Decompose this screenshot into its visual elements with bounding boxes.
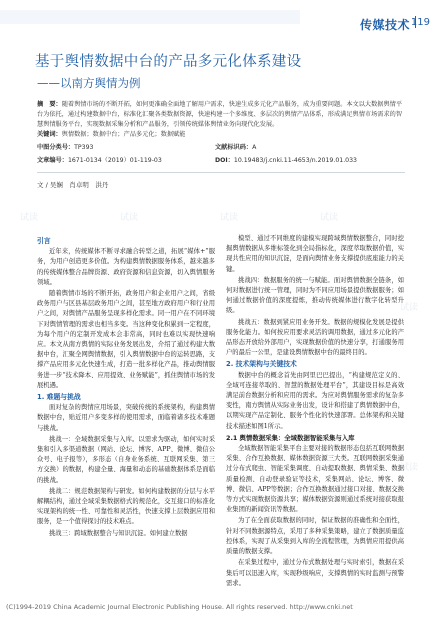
watermark: 试读 xyxy=(120,213,139,223)
clc-row xyxy=(37,142,93,151)
body-paragraph: 挑战二：规范数据架构与研发。如何构建数据的分层与水平解耦结构，通过全域采集数据格式的规范化，交互接口的标准化实现架构的统一性、可靠性和灵活性，快速支撑上层数据应用和服务，是一个值得探讨的技术难点。 xyxy=(37,487,215,526)
keywords-label: 关键词： xyxy=(37,131,62,138)
body-paragraph: 随着舆情市场的不断开拓，政务用户和企业用户之间，省级政务用户与区县基层政务用户之间，甚至地方政府用户和行业用户之间，对舆情产品服务呈现多样化需求。同一用户在不同环境下对舆情管理的需求也相当多变。当这种变化积累到一定程度，为每个用户的定制开发成本会非常高，同时也难以实现快速响应。本文从南方舆情的实际业务发展出发，介绍了通过构建大数据中台，汇聚全网舆情数据，引入舆情数据中台的运转思路，支撑产品应用多元化快速生成，打造一批多样化产品，推动舆情服务进一步“技术降本、应用提效、业务赋能”，抓住舆情市场的发展机遇。 xyxy=(37,290,215,389)
body-paragraph: 模型、通过不同维度的建模实现跨域舆情数据整合，同时挖掘舆情数据从多维标签化到全局指标化，深度萃取数据价值，实现共性应用的知识沉淀，是面向舆情业务支撑提供底座能力的关键。 xyxy=(226,235,404,273)
issn-value: 1671-0134（2019）01-119-03 xyxy=(67,157,162,164)
keywords-text: 舆情数据；数据中台；产品多元化；数据赋能 xyxy=(61,131,186,138)
left-column xyxy=(37,236,215,540)
doc-code-label: 文献标识码： xyxy=(215,144,253,151)
body-paragraph: 全域数据智能采集平台主要对接的数据形态包括互联网数据采集、合作互换数据、媒体数据资源三大类。互联网数据采集通过分布式爬虫、智能采集调度、自动提取数据、舆情采集、数据质量检测、自动登录验证等技术，采集网站、论坛、博客、微博、微信、APP等数据；合作互换数据通过接口对接、数据交换等方式实现数据资源共享；媒体数据资源则通过系统对接获取报业集团的新闻资讯等数据。 xyxy=(226,445,404,514)
author-line: 文 / 吴娴 肖卓明 洪丹 xyxy=(37,181,109,189)
page-number: 119 xyxy=(410,17,430,28)
watermark: 试读 xyxy=(400,303,419,313)
journal-brand: 传媒技术 xyxy=(359,18,410,32)
issn-label: 文章编号： xyxy=(37,157,68,164)
body-paragraph: 挑战一：全域数据采集与入库。以需求为驱动，如何实时采集和引入多渠道数据（网站、论坛、博客、APP、微博、微信公众号、电子报等），多形态（自身业务系统、互联网采集、第三方交换）的数据，构建全量、海量和动态的基础数据体系是面临的挑战。 xyxy=(37,435,215,484)
right-column xyxy=(226,234,404,590)
watermark: 试读 xyxy=(20,213,39,223)
header-divider xyxy=(37,172,405,173)
header-band xyxy=(0,10,300,24)
body-paragraph: 数据中台的概念首先由阿里巴巴提出，“构建规范定义的、全域可连接萃取的、智慧的数据处理平台”，其建设目标是高效满足前台数据分析和应用的需求。为应对舆情服务需求的复杂多变性，南方舆情从实际业务出发，设计和搭建了舆情数据中台，以期实现产品定制化、服务个性化的快速部署。总体架构和关键技术描述如图1所示。 xyxy=(226,371,404,430)
article-title: 基于舆情数据中台的产品多元化体系建设 xyxy=(35,54,302,70)
watermark: 试读 xyxy=(400,463,419,473)
clc-value: TP393 xyxy=(74,144,94,151)
doi-value: 10.19483/j.cnki.11-4653/n.2019.01.033 xyxy=(233,157,357,164)
doi-label: DOI： xyxy=(215,157,234,164)
body-paragraph: 挑战四：数据服务的统一与赋能。面对舆情数据全链条，如何对数据进行统一管理，同时为不同应用场景提供数据服务；如何通过数据价值的深度提炼，推动传统媒体进行数字化转型升级。 xyxy=(226,276,404,315)
abstract-block xyxy=(37,100,407,140)
watermark: 试读 xyxy=(320,213,339,223)
watermark: 试读 xyxy=(220,213,239,223)
body-paragraph: 近年来，传统媒体不断寻求融合转型之道，拓展“媒体+”服务，为用户创造更多价值。为构建舆情数据服务体系，越来越多的传统媒体整合品牌资源、政府资源和信息资源，切入舆情服务领域。 xyxy=(37,248,215,286)
section-heading: 引言 xyxy=(37,237,51,245)
article-subtitle: ——以南方舆情为例 xyxy=(37,76,141,90)
section-heading: 2. 技术架构与关键技术 xyxy=(226,360,297,369)
section-heading: 1. 难题与挑战 xyxy=(37,393,81,402)
doc-code-value: A xyxy=(252,144,257,151)
abstract-text: 随着舆情市场的不断开拓，如何更准确全面地了解用户需求，快速生成多元化产品服务，成为重要问题。本文以大数据舆情平台为依托，通过构建数据中台，标准化汇聚各类数据资源，快速构建一个多维度、多层次的舆情产品体系，形成满足舆情市场需求的智慧舆情服务平台，实现数据采集分析和产品服务，引领传统媒体舆情业务向现代化发展。 xyxy=(37,101,403,128)
body-paragraph: 挑战三：跨域数据整合与知识沉淀。如何建立数据 xyxy=(49,529,188,537)
body-paragraph: 挑战五：数据到紧应用业务开发。数据的规模化发展是提供服务化能力。如何按应用要求灵活的调用数据，通过多元化的产品形态开放给外部用户，实现数据价值的快速分享，打通服务用户的最后一公里，是建设舆情数据中台的最终目的。 xyxy=(226,318,404,357)
doi-row xyxy=(215,155,357,164)
subsection-heading: 2.1 舆情数据采集：全域数据智能采集与入库 xyxy=(226,433,355,442)
body-paragraph: 为了在全面获取数据的同时，保证数据的准确性和全面性，针对不同数据源特点，采用了多种采集策略，建立了数据质量监控体系，实现了从采集到入库的全流程管理，为舆情应用提供高质量的数据支撑。 xyxy=(226,517,404,556)
doc-code-row xyxy=(215,142,256,151)
page-footer: (C)1994-2019 China Academic Journal Electronic Publishing House. All rights reserved. http://www.cnki.net xyxy=(6,603,353,611)
abstract-label: 摘 要： xyxy=(37,101,62,108)
clc-label: 中图分类号： xyxy=(37,144,75,151)
body-paragraph: 面对复杂的舆情应用场景，突破传统的系统架构，构建舆情数据中台，贴近用户多变多样的使用需求，面临着诸多技术难题与挑战。 xyxy=(37,404,215,432)
page-header xyxy=(0,0,440,30)
body-paragraph: 在采集过程中，通过分布式数据处理与实时索引，数据在采集后可以迅速入库，实现秒级响应，支撑舆情的实时监测与预警需求。 xyxy=(226,559,404,587)
issn-row xyxy=(37,155,162,164)
